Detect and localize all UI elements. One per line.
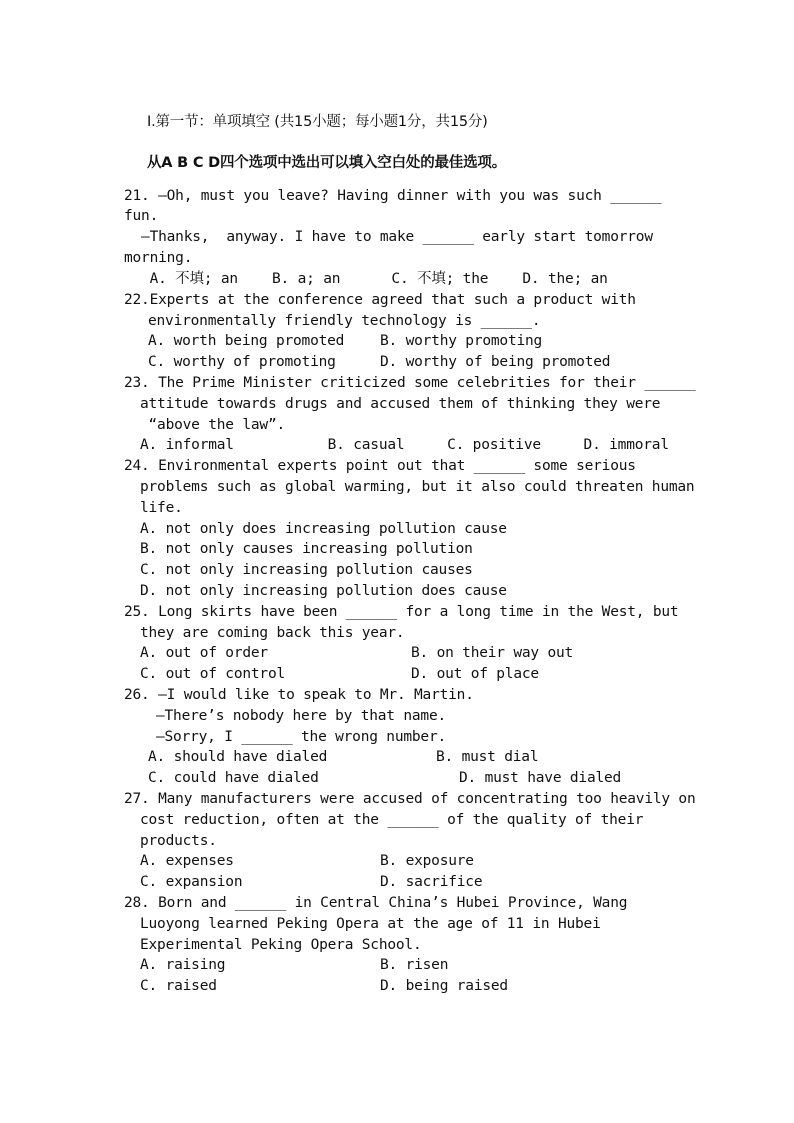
q28-option-c: C. raised xyxy=(140,978,217,994)
q21-line-1: 21. —Oh, must you leave? Having dinner with you was such ______ xyxy=(124,188,662,204)
q27-option-c: C. expansion xyxy=(140,874,243,890)
q22-option-d: D. worthy of being promoted xyxy=(380,354,611,370)
q28-line-1: 28. Born and ______ in Central China’s Hubei Province, Wang xyxy=(124,895,628,911)
q24-option-d: D. not only increasing pollution does cause xyxy=(140,583,507,599)
q24-line-2: problems such as global warming, but it also could threaten human xyxy=(140,479,695,495)
q24-option-b: B. not only causes increasing pollution xyxy=(140,541,473,557)
q28-option-b: B. risen xyxy=(380,957,449,973)
q21-line-4: morning. xyxy=(124,250,193,266)
q25-line-1: 25. Long skirts have been ______ for a long time in the West, but xyxy=(124,604,679,620)
q25-option-c: C. out of control xyxy=(140,666,286,682)
q27-line-2: cost reduction, often at the ______ of the quality of their xyxy=(140,812,644,828)
q23-line-2: attitude towards drugs and accused them of thinking they were xyxy=(140,396,661,412)
q22-line-2: environmentally friendly technology is ______. xyxy=(148,313,541,329)
q28-line-2: Luoyong learned Peking Opera at the age of 11 in Hubei xyxy=(140,916,601,932)
q22-option-b: B. worthy promoting xyxy=(380,333,543,349)
q25-line-2: they are coming back this year. xyxy=(140,625,405,641)
q28-option-a: A. raising xyxy=(140,957,226,973)
q24-line-1: 24. Environmental experts point out that ______ some serious xyxy=(124,458,636,474)
q24-option-a: A. not only does increasing pollution cause xyxy=(140,521,507,537)
q22-option-c: C. worthy of promoting xyxy=(148,354,336,370)
q26-line-1: 26. —I would like to speak to Mr. Martin. xyxy=(124,687,474,703)
q23-line-1: 23. The Prime Minister criticized some celebrities for their ______ xyxy=(124,375,696,391)
q26-option-b: B. must dial xyxy=(436,749,539,765)
q22-option-a: A. worth being promoted xyxy=(148,333,345,349)
q26-option-a: A. should have dialed xyxy=(148,749,328,765)
q25-option-d: D. out of place xyxy=(411,666,539,682)
q27-line-1: 27. Many manufacturers were accused of concentrating too heavily on xyxy=(124,791,696,807)
q25-option-a: A. out of order xyxy=(140,645,268,661)
q25-option-b: B. on their way out xyxy=(411,645,574,661)
q27-line-3: products. xyxy=(140,833,217,849)
q21-options: A. 不填; an B. a; an C. 不填; the D. the; an xyxy=(124,271,608,287)
q21-line-2: fun. xyxy=(124,208,159,224)
q28-option-d: D. being raised xyxy=(380,978,508,994)
q27-option-d: D. sacrifice xyxy=(380,874,483,890)
q28-line-3: Experimental Peking Opera School. xyxy=(140,937,422,953)
q22-line-1: 22.Experts at the conference agreed that such a product with xyxy=(124,292,636,308)
section-title: I.第一节：单项填空 (共15小题；每小题1分，共15分) xyxy=(147,114,488,130)
q26-line-2: —There’s nobody here by that name. xyxy=(156,708,447,724)
q26-line-3: —Sorry, I ______ the wrong number. xyxy=(156,729,447,745)
q27-option-a: A. expenses xyxy=(140,853,234,869)
q23-line-3: “above the law”. xyxy=(140,417,286,433)
q21-line-3: —Thanks, anyway. I have to make ______ early start tomorrow xyxy=(124,229,653,245)
q24-line-3: life. xyxy=(140,500,183,516)
q26-option-d: D. must have dialed xyxy=(459,770,622,786)
q24-option-c: C. not only increasing pollution causes xyxy=(140,562,473,578)
section-instruction: 从A B C D四个选项中选出可以填入空白处的最佳选项。 xyxy=(147,155,506,171)
q23-options: A. informal B. casual C. positive D. immoral xyxy=(140,437,669,453)
q27-option-b: B. exposure xyxy=(380,853,474,869)
q26-option-c: C. could have dialed xyxy=(148,770,319,786)
